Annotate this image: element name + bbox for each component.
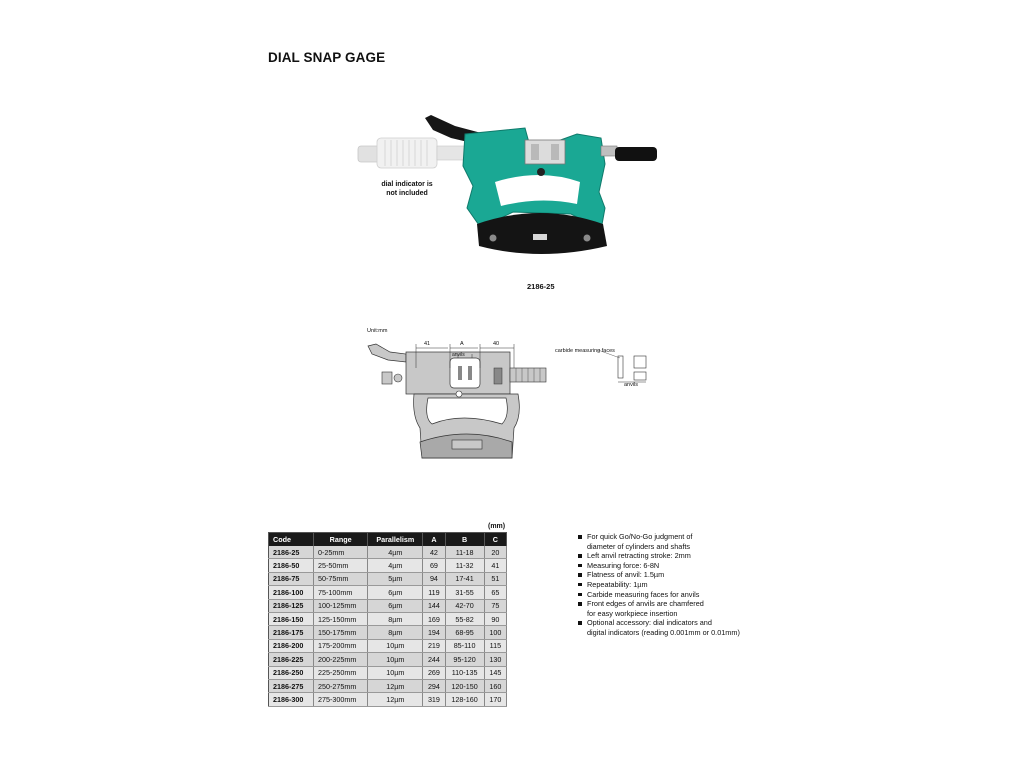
carbide-faces-label: carbide measuring faces <box>555 348 615 354</box>
table-row <box>269 639 507 652</box>
cell-a: 42 <box>423 546 445 559</box>
table-row <box>269 666 507 679</box>
feature-item: Repeatability: 1µm <box>578 580 778 590</box>
cell-a: 244 <box>423 653 445 666</box>
cell-parallelism: 12µm <box>368 693 423 706</box>
table-row <box>269 626 507 639</box>
cell-parallelism: 6µm <box>368 586 423 599</box>
column-header-c: C <box>484 533 506 547</box>
cell-c: 160 <box>484 679 506 692</box>
cell-code: 2186-150 <box>269 612 314 625</box>
dimension-a: A <box>460 341 464 347</box>
table-row <box>269 586 507 599</box>
table-row <box>269 612 507 625</box>
cell-b: 95-120 <box>445 653 484 666</box>
cell-parallelism: 4µm <box>368 546 423 559</box>
cell-parallelism: 10µm <box>368 666 423 679</box>
cell-range: 0-25mm <box>313 546 367 559</box>
table-row <box>269 546 507 559</box>
cell-b: 85-110 <box>445 639 484 652</box>
cell-code: 2186-100 <box>269 586 314 599</box>
cell-code: 2186-300 <box>269 693 314 706</box>
feature-item: for easy workpiece insertion <box>587 608 678 618</box>
cell-b: 128-160 <box>445 693 484 706</box>
dimension-40: 40 <box>493 341 500 347</box>
cell-a: 294 <box>423 679 445 692</box>
cell-code: 2186-275 <box>269 679 314 692</box>
cell-range: 150-175mm <box>313 626 367 639</box>
cell-b: 42-70 <box>445 599 484 612</box>
table-body <box>269 546 507 706</box>
cell-parallelism: 4µm <box>368 559 423 572</box>
table-unit-note: (mm) <box>488 523 506 530</box>
cell-range: 100-125mm <box>313 599 367 612</box>
feature-item: Front edges of anvils are chamfered <box>578 599 778 609</box>
technical-drawing <box>362 328 662 464</box>
cell-a: 194 <box>423 626 445 639</box>
cell-parallelism: 12µm <box>368 679 423 692</box>
cell-parallelism: 10µm <box>368 653 423 666</box>
dial-indicator-image <box>358 138 465 168</box>
cell-parallelism: 8µm <box>368 612 423 625</box>
column-header-a: A <box>423 533 445 547</box>
cell-a: 169 <box>423 612 445 625</box>
column-header-b: B <box>445 533 484 547</box>
feature-item: For quick Go/No-Go judgment of <box>578 532 778 542</box>
cell-code: 2186-125 <box>269 599 314 612</box>
page-title: DIAL SNAP GAGE <box>268 50 386 65</box>
cell-range: 225-250mm <box>313 666 367 679</box>
column-header-code: Code <box>269 533 314 547</box>
cell-code: 2186-50 <box>269 559 314 572</box>
cell-code: 2186-175 <box>269 626 314 639</box>
cell-c: 20 <box>484 546 506 559</box>
feature-item: Measuring force: 6-8N <box>578 561 778 571</box>
cell-code: 2186-225 <box>269 653 314 666</box>
cell-a: 219 <box>423 639 445 652</box>
table-row <box>269 679 507 692</box>
cell-code: 2186-250 <box>269 666 314 679</box>
cell-a: 119 <box>423 586 445 599</box>
cell-b: 31-55 <box>445 586 484 599</box>
cell-c: 41 <box>484 559 506 572</box>
feature-item: digital indicators (reading 0.001mm or 0.01mm) <box>587 627 740 637</box>
cell-c: 170 <box>484 693 506 706</box>
cell-a: 94 <box>423 572 445 585</box>
table-row <box>269 653 507 666</box>
dimension-41: 41 <box>424 341 431 347</box>
feature-item: Optional accessory: dial indicators and <box>578 618 778 628</box>
feature-item: Flatness of anvil: 1.5µm <box>578 570 778 580</box>
cell-b: 11-32 <box>445 559 484 572</box>
column-header-parallelism: Parallelism <box>368 533 423 547</box>
cell-b: 120-150 <box>445 679 484 692</box>
cell-b: 11-18 <box>445 546 484 559</box>
cell-c: 51 <box>484 572 506 585</box>
cell-range: 275-300mm <box>313 693 367 706</box>
drawing-anvils-label: anvils <box>624 382 639 388</box>
cell-range: 200-225mm <box>313 653 367 666</box>
cell-range: 175-200mm <box>313 639 367 652</box>
cell-code: 2186-200 <box>269 639 314 652</box>
cell-a: 144 <box>423 599 445 612</box>
table-header-row <box>269 533 507 547</box>
table-row <box>269 559 507 572</box>
drawing-unit-label: Unit:mm <box>367 328 388 334</box>
cell-parallelism: 8µm <box>368 626 423 639</box>
feature-item: Left anvil retracting stroke: 2mm <box>578 551 778 561</box>
cell-a: 69 <box>423 559 445 572</box>
cell-c: 115 <box>484 639 506 652</box>
cell-b: 17-41 <box>445 572 484 585</box>
cell-code: 2186-25 <box>269 546 314 559</box>
note-line-2: not included <box>386 190 428 197</box>
note-line-1: dial indicator is <box>381 181 433 188</box>
drawing-anvils-top-label: anvils <box>452 352 465 358</box>
table-row <box>269 599 507 612</box>
cell-a: 319 <box>423 693 445 706</box>
cell-range: 125-150mm <box>313 612 367 625</box>
feature-item: Carbide measuring faces for anvils <box>578 590 778 600</box>
cell-range: 250-275mm <box>313 679 367 692</box>
cell-c: 90 <box>484 612 506 625</box>
spec-table <box>268 532 507 707</box>
cell-parallelism: 10µm <box>368 639 423 652</box>
table-row <box>269 693 507 706</box>
cell-c: 130 <box>484 653 506 666</box>
feature-item: diameter of cylinders and shafts <box>587 541 691 551</box>
cell-c: 100 <box>484 626 506 639</box>
cell-b: 55-82 <box>445 612 484 625</box>
cell-range: 25-50mm <box>313 559 367 572</box>
cell-c: 65 <box>484 586 506 599</box>
cell-range: 75-100mm <box>313 586 367 599</box>
column-header-range: Range <box>313 533 367 547</box>
cell-parallelism: 6µm <box>368 599 423 612</box>
cell-b: 110-135 <box>445 666 484 679</box>
cell-b: 68-95 <box>445 626 484 639</box>
cell-range: 50-75mm <box>313 572 367 585</box>
cell-c: 75 <box>484 599 506 612</box>
dial-indicator-note <box>372 180 442 198</box>
cell-c: 145 <box>484 666 506 679</box>
feature-list <box>578 532 778 638</box>
cell-a: 269 <box>423 666 445 679</box>
cell-parallelism: 5µm <box>368 572 423 585</box>
cell-code: 2186-75 <box>269 572 314 585</box>
table-row <box>269 572 507 585</box>
photo-model-code: 2186-25 <box>527 282 555 291</box>
